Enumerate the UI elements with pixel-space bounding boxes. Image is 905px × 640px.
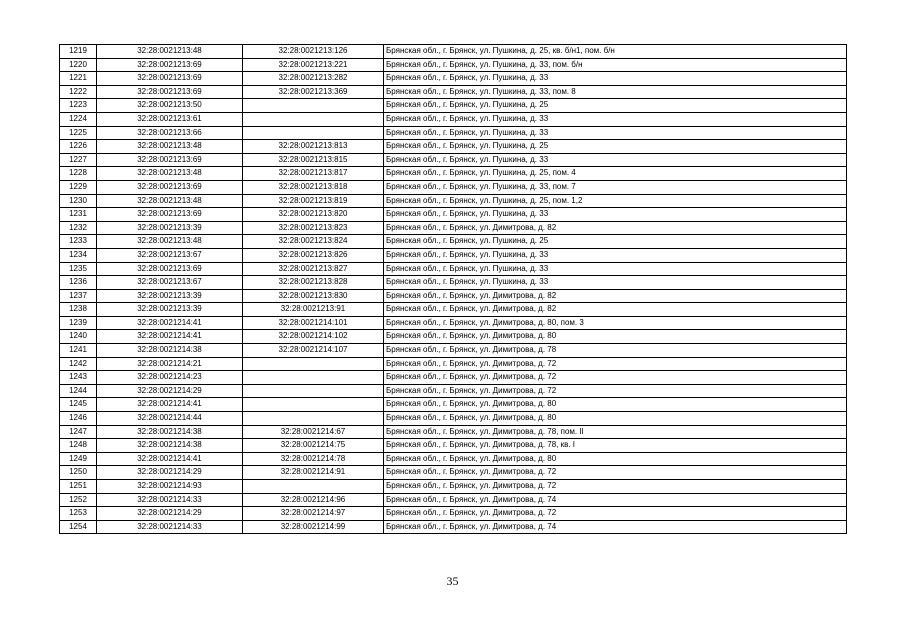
table-row	[60, 140, 847, 154]
address-cell: Брянская обл., г. Брянск, ул. Димитрова, д. 72	[384, 466, 847, 480]
address-cell: Брянская обл., г. Брянск, ул. Пушкина, д. 33, пом. б/н	[384, 58, 847, 72]
land-cadastral-number-cell: 32:28:0021214:41	[97, 398, 243, 412]
row-number-cell: 1247	[60, 425, 97, 439]
table-row	[60, 112, 847, 126]
land-cadastral-number-cell: 32:28:0021213:66	[97, 126, 243, 140]
address-cell: Брянская обл., г. Брянск, ул. Димитрова, д. 80	[384, 452, 847, 466]
address-cell: Брянская обл., г. Брянск, ул. Пушкина, д. 33, пом. 8	[384, 85, 847, 99]
object-cadastral-number-cell	[243, 412, 384, 426]
row-number-cell: 1234	[60, 248, 97, 262]
object-cadastral-number-cell: 32:28:0021213:813	[243, 140, 384, 154]
object-cadastral-number-cell: 32:28:0021214:96	[243, 493, 384, 507]
row-number-cell: 1240	[60, 330, 97, 344]
land-cadastral-number-cell: 32:28:0021214:93	[97, 480, 243, 494]
land-cadastral-number-cell: 32:28:0021214:29	[97, 384, 243, 398]
row-number-cell: 1251	[60, 480, 97, 494]
table-row	[60, 357, 847, 371]
row-number-cell: 1232	[60, 221, 97, 235]
row-number-cell: 1222	[60, 85, 97, 99]
table-row	[60, 45, 847, 59]
address-cell: Брянская обл., г. Брянск, ул. Димитрова, д. 82	[384, 289, 847, 303]
table-row	[60, 466, 847, 480]
object-cadastral-number-cell	[243, 371, 384, 385]
page-number: 35	[446, 574, 459, 588]
table-row	[60, 371, 847, 385]
object-cadastral-number-cell: 32:28:0021213:91	[243, 303, 384, 317]
land-cadastral-number-cell: 32:28:0021214:29	[97, 507, 243, 521]
address-cell: Брянская обл., г. Брянск, ул. Пушкина, д. 25	[384, 99, 847, 113]
address-cell: Брянская обл., г. Брянск, ул. Пушкина, д. 25	[384, 235, 847, 249]
table-row	[60, 126, 847, 140]
row-number-cell: 1231	[60, 208, 97, 222]
row-number-cell: 1242	[60, 357, 97, 371]
row-number-cell: 1224	[60, 112, 97, 126]
land-cadastral-number-cell: 32:28:0021213:69	[97, 58, 243, 72]
address-cell: Брянская обл., г. Брянск, ул. Пушкина, д. 33	[384, 276, 847, 290]
table-row	[60, 99, 847, 113]
table-row	[60, 330, 847, 344]
table-row	[60, 85, 847, 99]
address-cell: Брянская обл., г. Брянск, ул. Димитрова, д. 80	[384, 330, 847, 344]
address-cell: Брянская обл., г. Брянск, ул. Димитрова, д. 78, пом. II	[384, 425, 847, 439]
row-number-cell: 1237	[60, 289, 97, 303]
row-number-cell: 1245	[60, 398, 97, 412]
object-cadastral-number-cell: 32:28:0021214:102	[243, 330, 384, 344]
object-cadastral-number-cell: 32:28:0021214:101	[243, 316, 384, 330]
row-number-cell: 1226	[60, 140, 97, 154]
object-cadastral-number-cell: 32:28:0021213:126	[243, 45, 384, 59]
row-number-cell: 1241	[60, 344, 97, 358]
land-cadastral-number-cell: 32:28:0021213:48	[97, 194, 243, 208]
object-cadastral-number-cell: 32:28:0021213:826	[243, 248, 384, 262]
land-cadastral-number-cell: 32:28:0021213:48	[97, 235, 243, 249]
land-cadastral-number-cell: 32:28:0021213:39	[97, 303, 243, 317]
address-cell: Брянская обл., г. Брянск, ул. Димитрова, д. 74	[384, 520, 847, 534]
land-cadastral-number-cell: 32:28:0021214:41	[97, 330, 243, 344]
table-row	[60, 384, 847, 398]
land-cadastral-number-cell: 32:28:0021214:38	[97, 344, 243, 358]
row-number-cell: 1220	[60, 58, 97, 72]
address-cell: Брянская обл., г. Брянск, ул. Димитрова, д. 78, кв. I	[384, 439, 847, 453]
land-cadastral-number-cell: 32:28:0021213:69	[97, 180, 243, 194]
table-row	[60, 248, 847, 262]
row-number-cell: 1249	[60, 452, 97, 466]
row-number-cell: 1238	[60, 303, 97, 317]
row-number-cell: 1243	[60, 371, 97, 385]
land-cadastral-number-cell: 32:28:0021214:41	[97, 316, 243, 330]
table-row	[60, 289, 847, 303]
object-cadastral-number-cell: 32:28:0021213:817	[243, 167, 384, 181]
address-cell: Брянская обл., г. Брянск, ул. Димитрова, д. 82	[384, 303, 847, 317]
row-number-cell: 1236	[60, 276, 97, 290]
object-cadastral-number-cell: 32:28:0021213:282	[243, 72, 384, 86]
address-cell: Брянская обл., г. Брянск, ул. Димитрова, д. 72	[384, 384, 847, 398]
table-row	[60, 194, 847, 208]
address-cell: Брянская обл., г. Брянск, ул. Димитрова, д. 80	[384, 398, 847, 412]
address-cell: Брянская обл., г. Брянск, ул. Димитрова, д. 72	[384, 357, 847, 371]
table-row	[60, 180, 847, 194]
land-cadastral-number-cell: 32:28:0021214:21	[97, 357, 243, 371]
land-cadastral-number-cell: 32:28:0021214:41	[97, 452, 243, 466]
row-number-cell: 1221	[60, 72, 97, 86]
land-cadastral-number-cell: 32:28:0021214:29	[97, 466, 243, 480]
land-cadastral-number-cell: 32:28:0021213:61	[97, 112, 243, 126]
table-row	[60, 439, 847, 453]
land-cadastral-number-cell: 32:28:0021213:69	[97, 85, 243, 99]
row-number-cell: 1254	[60, 520, 97, 534]
row-number-cell: 1230	[60, 194, 97, 208]
address-cell: Брянская обл., г. Брянск, ул. Пушкина, д. 33	[384, 262, 847, 276]
table-row	[60, 58, 847, 72]
land-cadastral-number-cell: 32:28:0021214:33	[97, 493, 243, 507]
table-row	[60, 153, 847, 167]
land-cadastral-number-cell: 32:28:0021213:69	[97, 208, 243, 222]
address-cell: Брянская обл., г. Брянск, ул. Димитрова, д. 80	[384, 412, 847, 426]
object-cadastral-number-cell	[243, 357, 384, 371]
object-cadastral-number-cell: 32:28:0021213:823	[243, 221, 384, 235]
table-row	[60, 412, 847, 426]
table-row	[60, 221, 847, 235]
row-number-cell: 1235	[60, 262, 97, 276]
table-row	[60, 167, 847, 181]
object-cadastral-number-cell: 32:28:0021213:828	[243, 276, 384, 290]
address-cell: Брянская обл., г. Брянск, ул. Димитрова, д. 72	[384, 371, 847, 385]
object-cadastral-number-cell: 32:28:0021213:827	[243, 262, 384, 276]
row-number-cell: 1227	[60, 153, 97, 167]
land-cadastral-number-cell: 32:28:0021213:48	[97, 140, 243, 154]
address-cell: Брянская обл., г. Брянск, ул. Пушкина, д. 33, пом. 7	[384, 180, 847, 194]
object-cadastral-number-cell: 32:28:0021214:97	[243, 507, 384, 521]
object-cadastral-number-cell: 32:28:0021214:67	[243, 425, 384, 439]
address-cell: Брянская обл., г. Брянск, ул. Пушкина, д. 25	[384, 140, 847, 154]
land-cadastral-number-cell: 32:28:0021213:69	[97, 153, 243, 167]
address-cell: Брянская обл., г. Брянск, ул. Пушкина, д. 33	[384, 248, 847, 262]
land-cadastral-number-cell: 32:28:0021213:67	[97, 276, 243, 290]
land-cadastral-number-cell: 32:28:0021213:48	[97, 45, 243, 59]
address-cell: Брянская обл., г. Брянск, ул. Димитрова, д. 80, пом. 3	[384, 316, 847, 330]
object-cadastral-number-cell: 32:28:0021214:107	[243, 344, 384, 358]
object-cadastral-number-cell: 32:28:0021213:221	[243, 58, 384, 72]
object-cadastral-number-cell	[243, 384, 384, 398]
address-cell: Брянская обл., г. Брянск, ул. Димитрова, д. 74	[384, 493, 847, 507]
land-cadastral-number-cell: 32:28:0021213:69	[97, 72, 243, 86]
address-cell: Брянская обл., г. Брянск, ул. Пушкина, д. 33	[384, 208, 847, 222]
land-cadastral-number-cell: 32:28:0021213:69	[97, 262, 243, 276]
row-number-cell: 1246	[60, 412, 97, 426]
table-row	[60, 235, 847, 249]
table-row	[60, 276, 847, 290]
table-row	[60, 316, 847, 330]
object-cadastral-number-cell: 32:28:0021213:815	[243, 153, 384, 167]
table-row	[60, 425, 847, 439]
object-cadastral-number-cell: 32:28:0021214:75	[243, 439, 384, 453]
object-cadastral-number-cell: 32:28:0021213:830	[243, 289, 384, 303]
address-cell: Брянская обл., г. Брянск, ул. Димитрова, д. 82	[384, 221, 847, 235]
land-cadastral-number-cell: 32:28:0021214:33	[97, 520, 243, 534]
land-cadastral-number-cell: 32:28:0021213:39	[97, 289, 243, 303]
row-number-cell: 1219	[60, 45, 97, 59]
land-cadastral-number-cell: 32:28:0021213:67	[97, 248, 243, 262]
object-cadastral-number-cell: 32:28:0021214:99	[243, 520, 384, 534]
table-row	[60, 507, 847, 521]
registry-table-body	[60, 45, 847, 534]
address-cell: Брянская обл., г. Брянск, ул. Пушкина, д. 33	[384, 112, 847, 126]
object-cadastral-number-cell: 32:28:0021213:824	[243, 235, 384, 249]
address-cell: Брянская обл., г. Брянск, ул. Пушкина, д. 25, кв. б/н1, пом. б/н	[384, 45, 847, 59]
table-row	[60, 520, 847, 534]
object-cadastral-number-cell	[243, 112, 384, 126]
table-row	[60, 480, 847, 494]
address-cell: Брянская обл., г. Брянск, ул. Димитрова, д. 78	[384, 344, 847, 358]
land-cadastral-number-cell: 32:28:0021213:50	[97, 99, 243, 113]
address-cell: Брянская обл., г. Брянск, ул. Пушкина, д. 33	[384, 72, 847, 86]
object-cadastral-number-cell: 32:28:0021213:820	[243, 208, 384, 222]
registry-table	[59, 44, 847, 534]
table-row	[60, 398, 847, 412]
table-row	[60, 493, 847, 507]
table-row	[60, 452, 847, 466]
row-number-cell: 1239	[60, 316, 97, 330]
object-cadastral-number-cell: 32:28:0021213:819	[243, 194, 384, 208]
table-row	[60, 208, 847, 222]
land-cadastral-number-cell: 32:28:0021214:23	[97, 371, 243, 385]
row-number-cell: 1252	[60, 493, 97, 507]
land-cadastral-number-cell: 32:28:0021213:48	[97, 167, 243, 181]
address-cell: Брянская обл., г. Брянск, ул. Пушкина, д. 33	[384, 126, 847, 140]
address-cell: Брянская обл., г. Брянск, ул. Димитрова, д. 72	[384, 507, 847, 521]
table-row	[60, 303, 847, 317]
object-cadastral-number-cell: 32:28:0021213:369	[243, 85, 384, 99]
table-row	[60, 262, 847, 276]
table-row	[60, 72, 847, 86]
row-number-cell: 1223	[60, 99, 97, 113]
land-cadastral-number-cell: 32:28:0021214:38	[97, 439, 243, 453]
row-number-cell: 1228	[60, 167, 97, 181]
address-cell: Брянская обл., г. Брянск, ул. Пушкина, д. 33	[384, 153, 847, 167]
object-cadastral-number-cell: 32:28:0021214:91	[243, 466, 384, 480]
row-number-cell: 1225	[60, 126, 97, 140]
land-cadastral-number-cell: 32:28:0021214:44	[97, 412, 243, 426]
row-number-cell: 1253	[60, 507, 97, 521]
object-cadastral-number-cell: 32:28:0021214:78	[243, 452, 384, 466]
object-cadastral-number-cell	[243, 480, 384, 494]
address-cell: Брянская обл., г. Брянск, ул. Пушкина, д. 25, пом. 4	[384, 167, 847, 181]
row-number-cell: 1233	[60, 235, 97, 249]
address-cell: Брянская обл., г. Брянск, ул. Пушкина, д. 25, пом. 1,2	[384, 194, 847, 208]
row-number-cell: 1229	[60, 180, 97, 194]
address-cell: Брянская обл., г. Брянск, ул. Димитрова, д. 72	[384, 480, 847, 494]
row-number-cell: 1250	[60, 466, 97, 480]
object-cadastral-number-cell	[243, 126, 384, 140]
object-cadastral-number-cell	[243, 398, 384, 412]
object-cadastral-number-cell	[243, 99, 384, 113]
land-cadastral-number-cell: 32:28:0021214:38	[97, 425, 243, 439]
row-number-cell: 1248	[60, 439, 97, 453]
row-number-cell: 1244	[60, 384, 97, 398]
land-cadastral-number-cell: 32:28:0021213:39	[97, 221, 243, 235]
table-row	[60, 344, 847, 358]
object-cadastral-number-cell: 32:28:0021213:818	[243, 180, 384, 194]
